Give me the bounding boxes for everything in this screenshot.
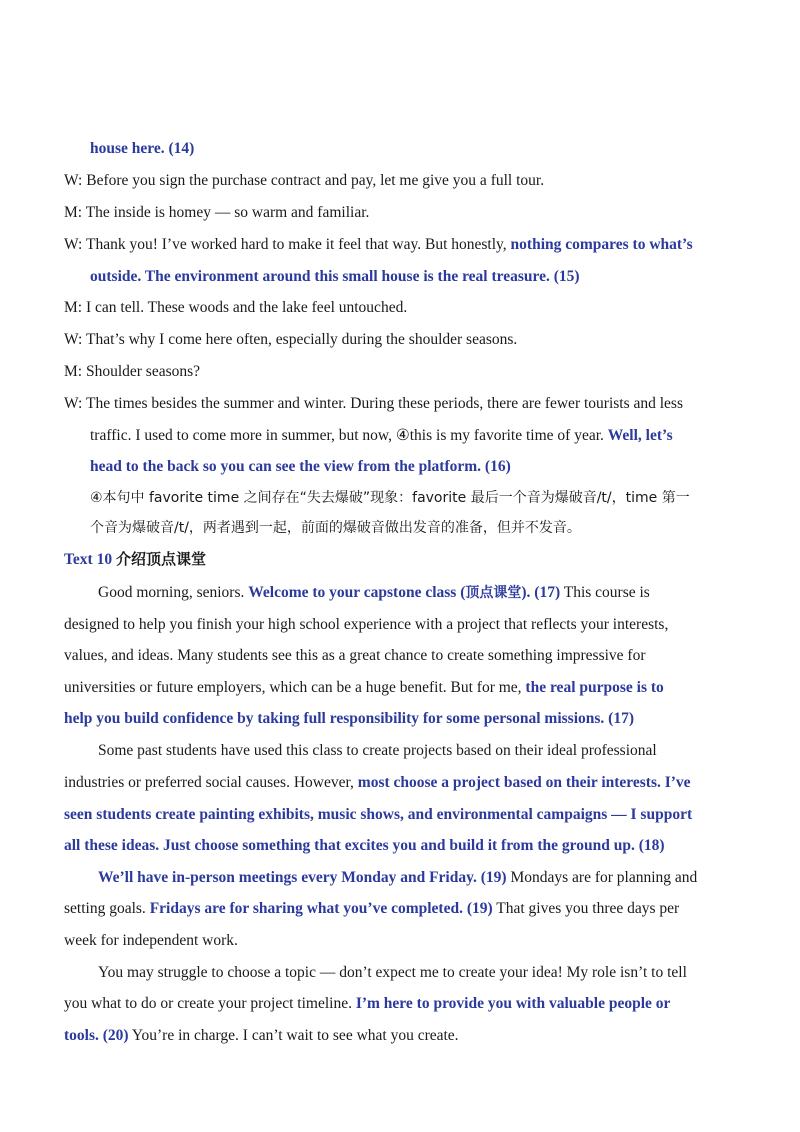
section-title: 介绍顶点课堂 — [115, 550, 206, 568]
passage-text: setting goals. — [64, 900, 150, 917]
dialogue-text: traffic. I used to come more in summer, but now, ④this is my favorite time of year. — [90, 427, 608, 444]
answer-highlight: Fridays are for sharing what you’ve completed. (19) — [149, 900, 493, 917]
passage-text: values, and ideas. Many students see this as a great chance to create something impressive for — [64, 647, 646, 664]
speaker-label: W: — [64, 331, 83, 348]
speaker-label: W: — [64, 172, 83, 189]
speaker-label: M: — [64, 204, 83, 221]
passage-line — [64, 678, 664, 698]
speaker-label: W: — [64, 236, 83, 253]
passage-line — [64, 836, 665, 856]
passage-line — [64, 899, 679, 919]
passage-text: designed to help you finish your high school experience with a project that reflects your interests, — [64, 616, 669, 633]
passage-line — [98, 741, 657, 761]
passage-line — [64, 646, 646, 666]
dialogue-line — [64, 330, 517, 350]
passage-line — [98, 868, 697, 888]
passage-text: universities or future employers, which can be a huge benefit. But for me, — [64, 679, 526, 696]
passage-text: You may struggle to choose a topic — don’t expect me to create your idea! My role isn’t to tell — [98, 964, 687, 981]
answer-highlight: tools. (20) — [64, 1027, 129, 1044]
dialogue-text: The times besides the summer and winter. During these periods, there are fewer tourists and less — [85, 395, 683, 412]
dialogue-line — [90, 457, 511, 477]
answer-highlight: ). (17) — [521, 584, 561, 601]
passage-text: you what to do or create your project timeline. — [64, 995, 356, 1012]
footnote-text: ④本句中 favorite time 之间存在“失去爆破”现象：favorite 最后一个音为爆破音/t/，time 第一 — [90, 490, 690, 506]
passage-line — [98, 583, 650, 603]
dialogue-line — [90, 426, 673, 446]
answer-highlight: nothing compares to what’s — [510, 236, 693, 253]
answer-highlight: most choose a project based on their interests. I’ve — [357, 774, 691, 791]
answer-highlight: help you build confidence by taking full responsibility for some personal missions. (17) — [64, 710, 634, 727]
dialogue-line — [90, 139, 194, 159]
answer-highlight: Welcome to your capstone class ( — [248, 584, 466, 601]
passage-text: Some past students have used this class to create projects based on their ideal professional — [98, 742, 657, 759]
answer-highlight: all these ideas. Just choose something that excites you and build it from the ground up. (18) — [64, 837, 665, 854]
passage-line — [64, 805, 692, 825]
dialogue-line — [90, 267, 580, 287]
speaker-label: M: — [64, 363, 83, 380]
footnote-text: 个音为爆破音/t/，两者遇到一起，前面的爆破音做出发音的准备，但并不发音。 — [90, 520, 581, 536]
dialogue-text: Before you sign the purchase contract and pay, let me give you a full tour. — [86, 172, 545, 189]
speaker-label: W: — [64, 395, 83, 412]
passage-line — [64, 994, 670, 1014]
speaker-label: M: — [64, 299, 83, 316]
dialogue-text: That’s why I come here often, especially during the shoulder seasons. — [85, 331, 518, 348]
passage-text: Mondays are for planning and — [506, 869, 698, 886]
answer-highlight: Well, let’s — [607, 427, 673, 444]
answer-highlight: the real purpose is to — [525, 679, 664, 696]
dialogue-line — [64, 362, 200, 382]
answer-highlight: I’m here to provide you with valuable people or — [355, 995, 671, 1012]
dialogue-line — [64, 203, 369, 223]
answer-highlight: We’ll have in-person meetings every Monday and Friday. (19) — [98, 869, 507, 886]
passage-line — [64, 1026, 459, 1046]
dialogue-text: The inside is homey — so warm and familiar. — [85, 204, 370, 221]
passage-text: week for independent work. — [64, 932, 238, 949]
passage-text: You’re in charge. I can’t wait to see what you create. — [128, 1027, 459, 1044]
footnote-line — [90, 518, 581, 538]
dialogue-line — [64, 171, 544, 191]
dialogue-text: I can tell. These woods and the lake feel untouched. — [85, 299, 408, 316]
passage-line — [64, 709, 634, 729]
section-label: Text 10 — [64, 551, 113, 568]
passage-text: That gives you three days per — [492, 900, 680, 917]
dialogue-line — [64, 235, 693, 255]
passage-text: This course is — [560, 584, 650, 601]
section-heading — [64, 549, 206, 570]
answer-highlight: house here. (14) — [90, 140, 195, 157]
dialogue-line — [64, 394, 683, 414]
passage-text: industries or preferred social causes. However, — [64, 774, 358, 791]
dialogue-text: Thank you! I’ve worked hard to make it feel that way. But honestly, — [85, 236, 511, 253]
footnote-line — [90, 488, 690, 508]
passage-line — [64, 615, 668, 635]
dialogue-text: Shoulder seasons? — [85, 363, 201, 380]
answer-highlight: seen students create painting exhibits, music shows, and environmental campaigns — I support — [64, 806, 693, 823]
answer-highlight: head to the back so you can see the view from the platform. (16) — [90, 458, 511, 475]
passage-text: Good morning, seniors. — [98, 584, 249, 601]
passage-line — [64, 773, 691, 793]
passage-line — [98, 963, 687, 983]
passage-line — [64, 931, 238, 951]
answer-highlight: outside. The environment around this small house is the real treasure. (15) — [90, 268, 580, 285]
answer-highlight: 顶点课堂 — [465, 585, 522, 601]
dialogue-line — [64, 298, 407, 318]
